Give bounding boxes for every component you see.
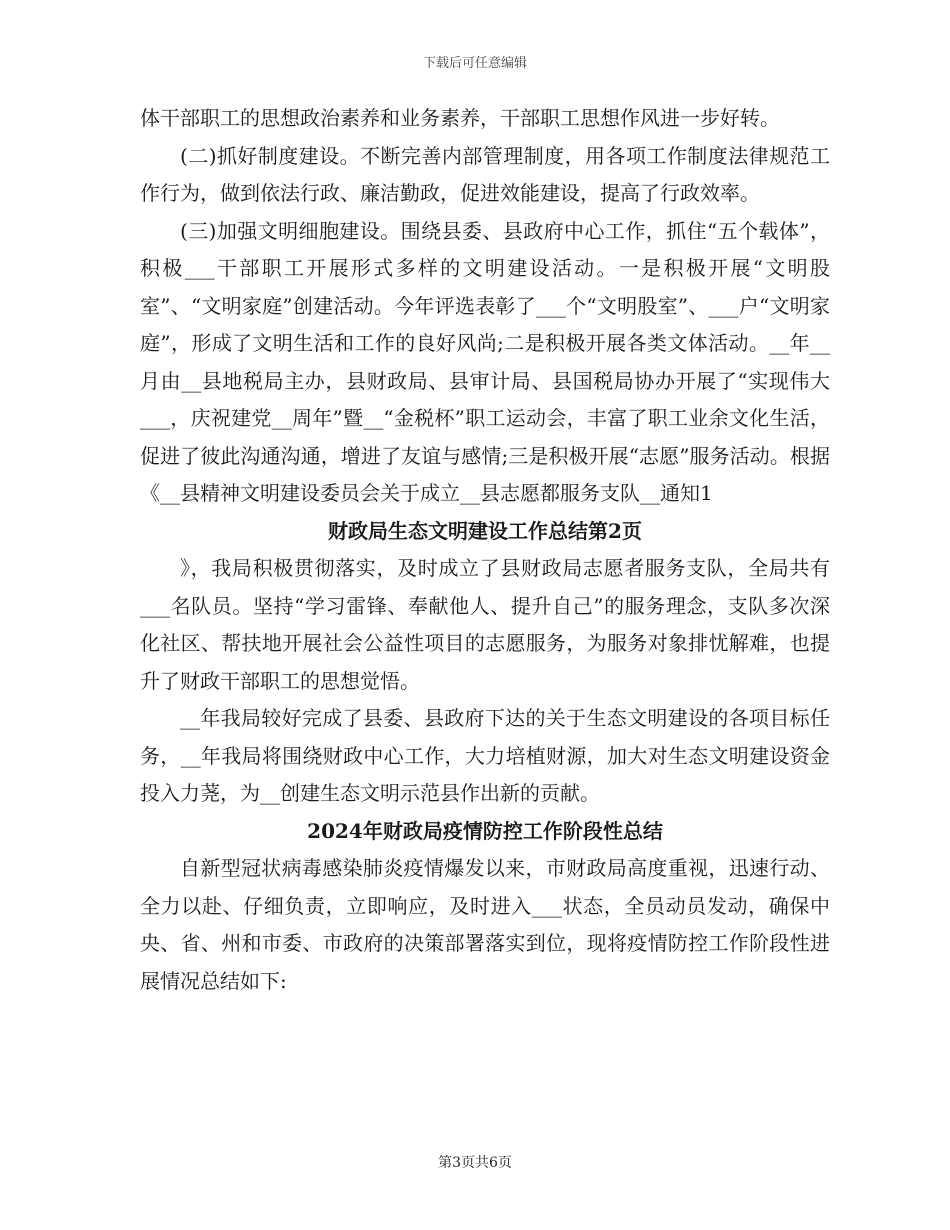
paragraph-civilization-building: (三)加强文明细胞建设。围绕县委、县政府中心工作，抓住“五个载体”，积极___干部职工开展形式多样的文明建设活动。一是积极开展“文明股室”、“文明家庭”创建活动。今年评选表彰了___个“文明股室”、___户“文明家庭”，形成了文明生活和工作的良好风尚;二是积极开展各类文体活动。__年__月由__县地税局主办，县财政局、县审计局、县国税局协办开展了“实现伟大___，庆祝建党__周年”暨__“金税杯”职工运动会，丰富了职工业余文化生活，促进了彼此沟通沟通，增进了友谊与感情;三是积极开展“志愿”服务活动。根据《__县精神文明建设委员会关于成立__县志愿都服务支队__通知1	[140, 218, 830, 505]
paragraph-continuation: 体干部职工的思想政治素养和业务素养，干部职工思想作风进一步好转。	[140, 106, 780, 130]
paragraph-system-building: (二)抓好制度建设。不断完善内部管理制度，用各项工作制度法律规范工作行为，做到依法行政、廉洁勤政，促进效能建设，提高了行政效率。	[140, 143, 830, 205]
page-header: 下载后可任意编辑	[422, 56, 527, 71]
paragraph-volunteer-team: 》，我局积极贯彻落实，及时成立了县财政局志愿者服务支队，全局共有___名队员。坚持“学习雷锋、奉献他人、提升自己”的服务理念，支队多次深化社区、帮扶地开展社会公益性项目的志愿服务，为服务对象排忧解难，也提升了财政干部职工的思想觉悟。	[140, 556, 830, 693]
paragraph-annual-goals: __年我局较好完成了县委、县政府下达的关于生态文明建设的各项目标任务，__年我局将围绕财政中心工作，大力培植财源，加大对生态文明建设资金投入力荛，为__创建生态文明示范县作出新的贡献。	[140, 706, 830, 805]
page-footer: 第3页共6页	[438, 1155, 512, 1171]
paragraph-epidemic-intro: 自新型冠状病毒感染肺炎疫情爆发以来，市财政局高度重视，迅速行动、全力以赴、仔细负责，立即响应，及时进入___状态，全员动员发动，确保中央、省、州和市委、市政府的决策部署落实到位，现将疫情防控工作阶段性进展情况总结如下:	[140, 856, 830, 993]
document-body	[140, 100, 830, 1000]
section-heading-page2: 财政局生态文明建设工作总结第2页	[328, 518, 642, 543]
section-heading-epidemic: 2024年财政局疫情防控工作阶段性总结	[307, 818, 663, 843]
